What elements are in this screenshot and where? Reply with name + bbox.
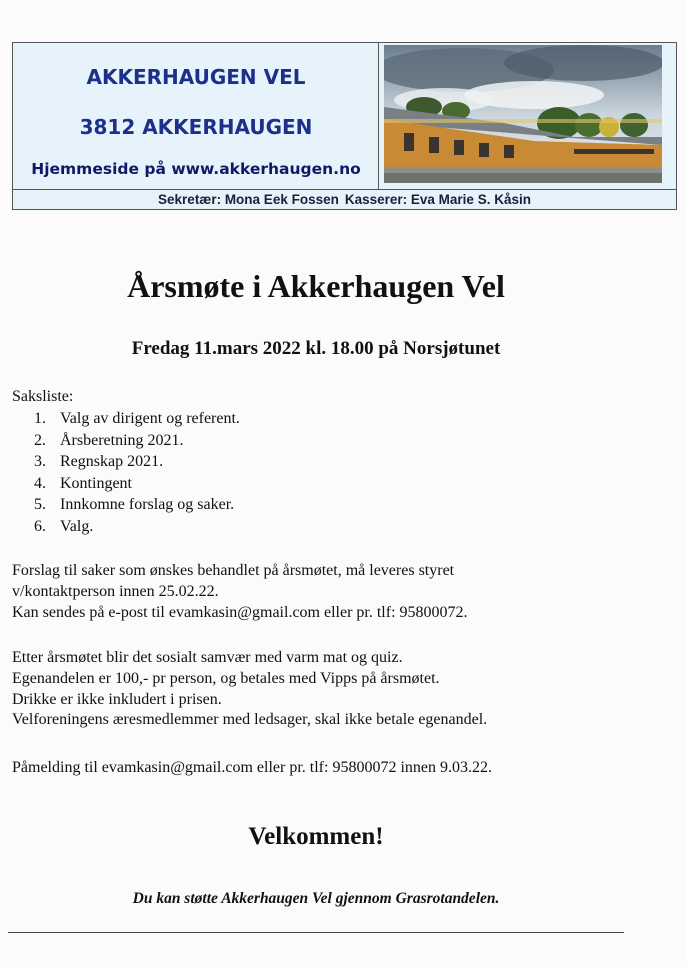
agenda-item-number: 5. [34,496,46,514]
agenda-label: Saksliste: [12,388,74,405]
letterhead-officers-bar [13,189,676,209]
proposals-line: Kan sendes på e-post til evamkasin@gmail.com eller pr. tlf: 95800072. [12,603,468,621]
proposals-line: v/kontaktperson innen 25.02.22. [12,582,219,600]
document-title: Årsmøte i Akkerhaugen Vel [127,268,505,304]
org-name: AKKERHAUGEN VEL [86,65,306,89]
secretary-name: Sekretær: Mona Eek Fossen [158,192,339,207]
agenda-item [12,473,240,495]
agenda-item-text: Årsberetning 2021. [60,431,184,449]
letterhead-text-block [13,43,379,189]
agenda-item-number: 2. [34,431,46,449]
agenda-list [12,408,240,538]
agenda-item [12,408,240,430]
agenda-item-text: Innkomne forslag og saker. [60,496,235,514]
proposals-paragraph [12,561,652,623]
agenda-item [12,494,240,516]
social-paragraph [12,648,652,731]
welcome-heading: Velkommen! [248,823,384,850]
agenda-item [12,451,240,473]
proposals-line: Forslag til saker som ønskes behandlet på årsmøtet, må leveres styret [12,562,455,579]
org-postal-address: 3812 AKKERHAUGEN [79,115,313,139]
agenda-item-number: 3. [34,453,46,471]
agenda-item-text: Valg. [60,517,94,535]
grasrot-note: Du kan støtte Akkerhaugen Vel gjennom Grasrotandelen. [132,890,500,907]
letterhead [12,42,677,210]
social-line: Egenandelen er 100,- pr person, og betales med Vipps på årsmøtet. [12,669,440,687]
agenda-item [12,430,240,452]
building-photo-image [384,45,662,183]
agenda-item-number: 1. [34,410,46,427]
registration-line: Påmelding til evamkasin@gmail.com eller pr. tlf: 95800072 innen 9.03.22. [12,759,492,776]
agenda-item-text: Kontingent [60,474,132,492]
agenda-item-number: 4. [34,474,46,492]
treasurer-name: Kasserer: Eva Marie S. Kåsin [344,192,531,207]
meeting-datetime: Fredag 11.mars 2022 kl. 18.00 på Norsjøtunet [131,338,501,359]
org-website: Hjemmeside på www.akkerhaugen.no [31,160,361,178]
social-line: Drikke er ikke inkludert i prisen. [12,690,222,708]
social-line: Velforeningens æresmedlemmer med ledsager, skal ikke betale egenandel. [12,711,488,729]
officers-line [13,192,676,207]
agenda-item-text: Regnskap 2021. [60,453,164,471]
building-photo [384,45,662,183]
social-line: Etter årsmøtet blir det sosialt samvær med varm mat og quiz. [12,649,403,666]
agenda-item-text: Valg av dirigent og referent. [60,410,240,427]
bottom-divider [8,932,624,933]
agenda-item [12,516,240,538]
agenda-item-number: 6. [34,517,46,535]
